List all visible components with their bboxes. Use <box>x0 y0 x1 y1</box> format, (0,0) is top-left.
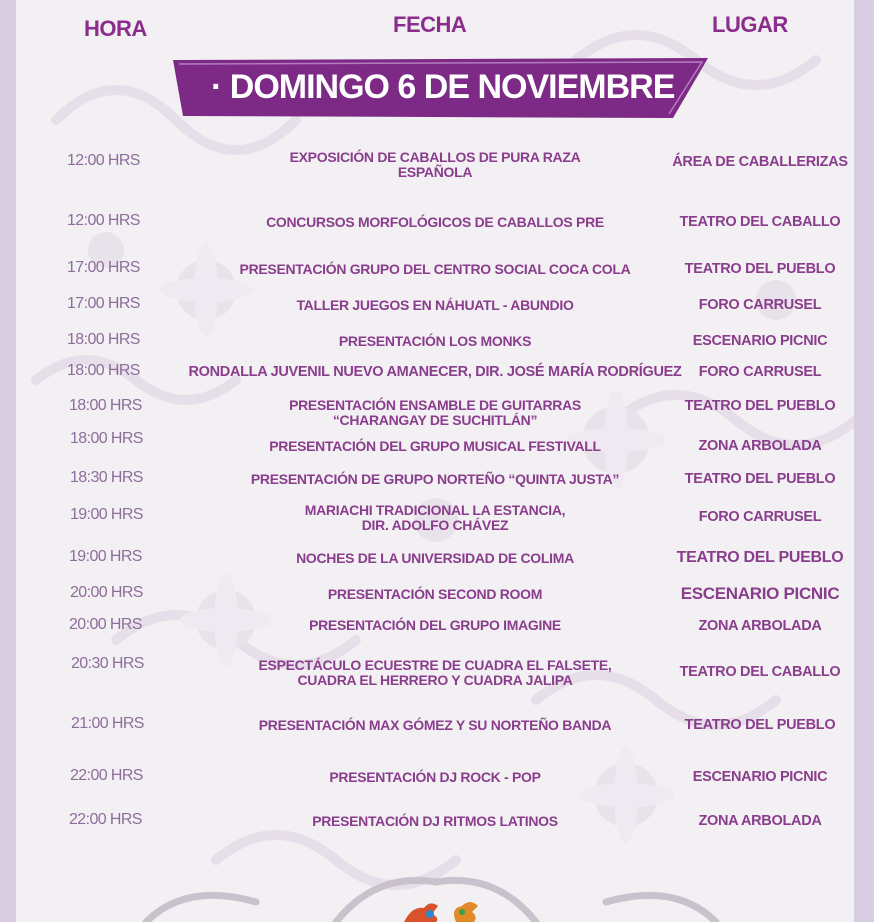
row-event: PRESENTACIÓN DJ RITMOS LATINOS <box>312 813 558 829</box>
row-time: 21:00 HRS <box>71 715 144 732</box>
row-place: FORO CARRUSEL <box>698 364 822 380</box>
row-place: FORO CARRUSEL <box>698 297 822 313</box>
row-event: PRESENTACIÓN ENSAMBLE DE GUITARRAS “CHARANGAY DE SUCHITLÁN” <box>289 397 581 428</box>
row-time: 18:00 HRS <box>69 397 142 414</box>
row-event: TALLER JUEGOS EN NÁHUATL - ABUNDIO <box>296 297 574 313</box>
row-place: ZONA ARBOLADA <box>698 813 822 829</box>
row-time: 19:00 HRS <box>70 506 143 523</box>
row-place: ESCENARIO PICNIC <box>692 333 828 349</box>
program-page <box>16 0 854 922</box>
row-place: ZONA ARBOLADA <box>698 438 822 454</box>
row-event: PRESENTACIÓN MAX GÓMEZ Y SU NORTEÑO BANDA <box>258 717 612 733</box>
row-event: PRESENTACIÓN LOS MONKS <box>338 333 532 349</box>
row-time: 12:00 HRS <box>67 152 140 169</box>
row-time: 12:00 HRS <box>67 212 140 229</box>
row-event: PRESENTACIÓN DJ ROCK - POP <box>329 769 541 785</box>
row-event: NOCHES DE LA UNIVERSIDAD DE COLIMA <box>296 550 574 566</box>
row-event: PRESENTACIÓN DEL GRUPO IMAGINE <box>309 617 561 633</box>
row-event: PRESENTACIÓN DEL GRUPO MUSICAL FESTIVALL <box>269 438 601 454</box>
row-place: TEATRO DEL PUEBLO <box>684 398 836 414</box>
row-place: TEATRO DEL PUEBLO <box>676 549 844 566</box>
row-place: FORO CARRUSEL <box>698 509 822 525</box>
row-event: MARIACHI TRADICIONAL LA ESTANCIA, DIR. ADOLFO CHÁVEZ <box>304 502 566 533</box>
row-place: ESCENARIO PICNIC <box>680 584 840 603</box>
row-time: 20:30 HRS <box>71 655 144 672</box>
row-event: CONCURSOS MORFOLÓGICOS DE CABALLOS PRE <box>266 214 604 230</box>
row-place: TEATRO DEL CABALLO <box>679 214 841 230</box>
row-place: ZONA ARBOLADA <box>698 618 822 634</box>
row-event: EXPOSICIÓN DE CABALLOS DE PURA RAZA ESPAÑOLA <box>289 149 581 180</box>
row-place: TEATRO DEL PUEBLO <box>684 471 836 487</box>
row-time: 18:30 HRS <box>70 469 143 486</box>
row-place: ESCENARIO PICNIC <box>692 769 828 785</box>
row-place: ÁREA DE CABALLERIZAS <box>672 154 848 170</box>
row-time: 20:00 HRS <box>70 584 143 601</box>
header-lugar: LUGAR <box>712 12 788 37</box>
bird-icon <box>404 902 478 922</box>
row-event: PRESENTACIÓN GRUPO DEL CENTRO SOCIAL COCA COLA <box>239 261 631 277</box>
row-time: 18:00 HRS <box>70 430 143 447</box>
row-time: 17:00 HRS <box>67 259 140 276</box>
row-place: TEATRO DEL PUEBLO <box>684 717 836 733</box>
header-fecha: FECHA <box>393 12 467 37</box>
row-event: PRESENTACIÓN SECOND ROOM <box>327 586 543 602</box>
row-event: RONDALLA JUVENIL NUEVO AMANECER, DIR. JOSÉ MARÍA RODRÍGUEZ <box>188 364 682 380</box>
footer-ornament <box>16 860 854 922</box>
row-time: 17:00 HRS <box>67 295 140 312</box>
row-place: TEATRO DEL PUEBLO <box>684 261 836 277</box>
row-event: ESPECTÁCULO ECUESTRE DE CUADRA EL FALSETE, CUADRA EL HERRERO Y CUADRA JALIPA <box>258 657 612 688</box>
day-banner-text: · DOMINGO 6 DE NOVIEMBRE <box>211 68 675 106</box>
row-place: TEATRO DEL CABALLO <box>679 664 841 680</box>
row-time: 22:00 HRS <box>69 811 142 828</box>
row-time: 18:00 HRS <box>67 362 140 379</box>
header-hora: HORA <box>84 16 147 41</box>
row-time: 18:00 HRS <box>67 331 140 348</box>
row-time: 19:00 HRS <box>69 548 142 565</box>
row-event: PRESENTACIÓN DE GRUPO NORTEÑO “QUINTA JUSTA” <box>250 471 620 487</box>
row-time: 20:00 HRS <box>69 616 142 633</box>
row-time: 22:00 HRS <box>70 767 143 784</box>
